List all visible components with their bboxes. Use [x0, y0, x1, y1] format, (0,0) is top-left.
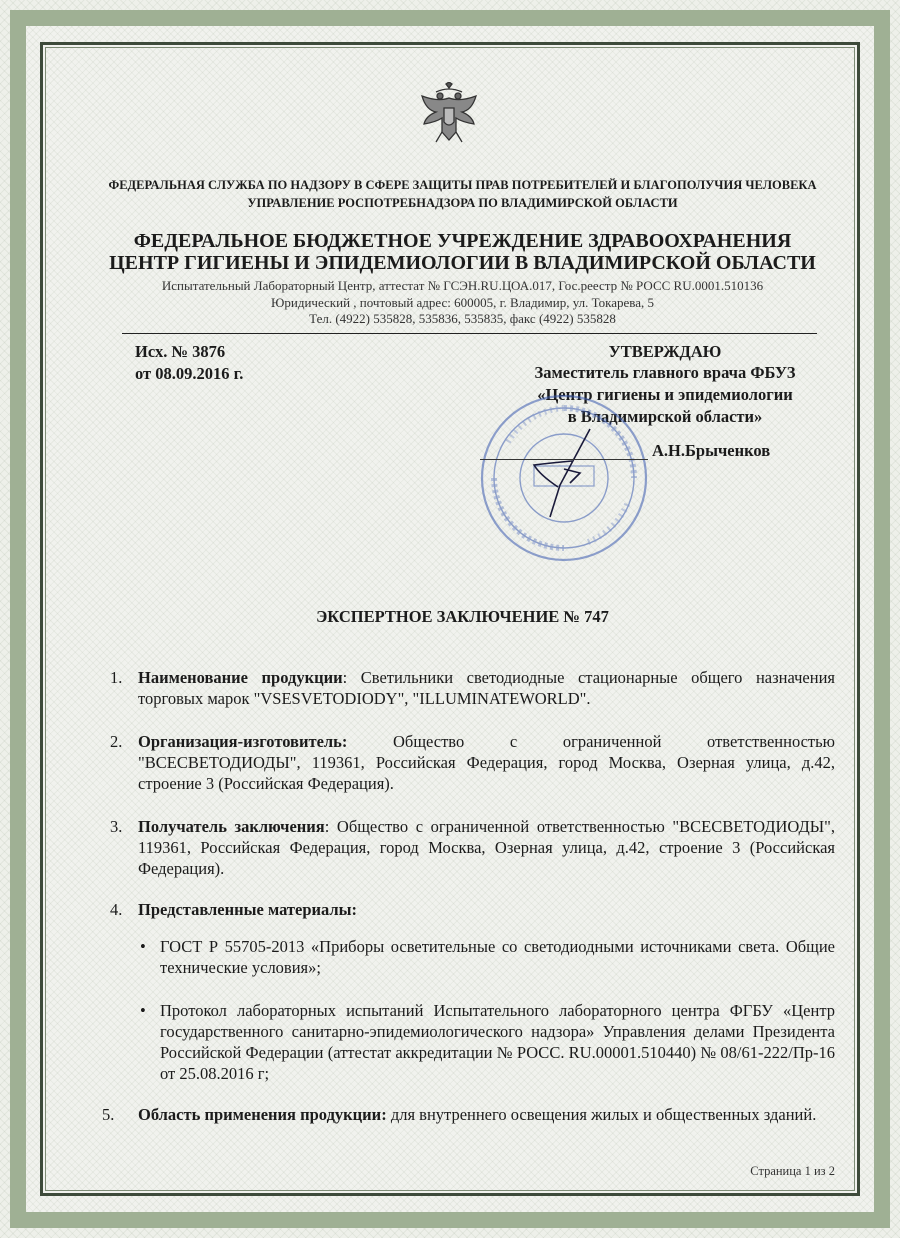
material-text: Протокол лабораторных испытаний Испытательного лабораторного центра ФГБУ «Центр государственного санитарно-эпидемиологического надзора» Управления делами Президента Российской Федерации (аттестат аккредитации № РОСС. RU.00001.510440) № 08/61-222/Пр-16 от 25.08.2016 г;: [160, 1001, 835, 1083]
item-application-area: [102, 1104, 835, 1125]
item-label: Организация-изготовитель:: [138, 732, 348, 751]
item-number: 5.: [102, 1105, 115, 1124]
page-number: Страница 1 из 2: [750, 1164, 835, 1178]
material-list-item: [140, 936, 835, 978]
item-text: Общество с ограниченной ответственностью "ВСЕСВЕТОДИОДЫ", 119361, Российская Федерация, город Москва, Озерная улица, д.42, строение 3 (Российская Федерация).: [138, 732, 835, 793]
item-number: 1.: [110, 668, 123, 687]
item-text: : Светильники светодиодные стационарные общего назначения торговых марок "VSESVETODIODY", "ILLUMINATEWORLD".: [138, 668, 835, 708]
institution-line-1: ФЕДЕРАЛЬНОЕ БЮДЖЕТНОЕ УЧРЕЖДЕНИЕ ЗДРАВООХРАНЕНИЯ: [133, 230, 792, 252]
item-label: Получатель заключения: [138, 817, 325, 836]
signer-name: А.Н.Брыченков: [652, 441, 771, 460]
approval-position: Заместитель главного врача ФБУЗ: [534, 363, 796, 382]
item-materials: [110, 899, 835, 920]
outgoing-date: от 08.09.2016 г.: [135, 364, 244, 383]
item-recipient: [110, 816, 835, 879]
approval-heading: УТВЕРЖДАЮ: [608, 342, 722, 361]
material-list-item: [140, 1000, 835, 1084]
material-text: ГОСТ Р 55705-2013 «Приборы осветительные со светодиодными источниками света. Общие технические условия»;: [160, 937, 835, 977]
document-title: ЭКСПЕРТНОЕ ЗАКЛЮЧЕНИЕ № 747: [316, 607, 609, 626]
item-number: 3.: [110, 817, 123, 836]
approval-org-line-2: в Владимирской области»: [567, 407, 763, 426]
bullet-icon: •: [140, 1001, 146, 1020]
bullet-icon: •: [140, 937, 146, 956]
item-label: Наименование продукции: [138, 668, 343, 687]
institution-line-2: ЦЕНТР ГИГИЕНЫ И ЭПИДЕМИОЛОГИИ В ВЛАДИМИРСКОЙ ОБЛАСТИ: [109, 252, 816, 274]
agency-line-1: ФЕДЕРАЛЬНАЯ СЛУЖБА ПО НАДЗОРУ В СФЕРЕ ЗАЩИТЫ ПРАВ ПОТРЕБИТЕЛЕЙ И БЛАГОПОЛУЧИЯ ЧЕЛОВЕКА: [108, 178, 817, 192]
item-product-name: [110, 667, 835, 709]
item-text: : Общество с ограниченной ответственностью "ВСЕСВЕТОДИОДЫ", 119361, Российская Федерация, город Москва, Озерная улица, д.42, строение 3 (Российская Федерация).: [138, 817, 836, 878]
address-line-1: Испытательный Лабораторный Центр, аттестат № ГСЭН.RU.ЦОА.017, Гос.реестр № РОСС RU.0001.510136: [161, 278, 764, 293]
item-manufacturer: [110, 731, 835, 794]
document-body: [90, 0, 835, 1238]
address-line-3: Тел. (4922) 535828, 535836, 535835, факс (4922) 535828: [309, 311, 616, 326]
item-label: Представленные материалы:: [138, 900, 358, 919]
item-label: Область применения продукции:: [138, 1105, 387, 1124]
agency-line-2: УПРАВЛЕНИЕ РОСПОТРЕБНАДЗОРА ПО ВЛАДИМИРСКОЙ ОБЛАСТИ: [247, 196, 678, 210]
approval-org-line-1: «Центр гигиены и эпидемиологии: [537, 385, 793, 404]
item-text: для внутреннего освещения жилых и общественных зданий.: [386, 1105, 817, 1124]
outgoing-number: Исх. № 3876: [135, 342, 226, 361]
address-line-2: Юридический , почтовый адрес: 600005, г. Владимир, ул. Токарева, 5: [271, 295, 654, 310]
item-number: 2.: [110, 732, 123, 751]
item-number: 4.: [110, 900, 123, 919]
